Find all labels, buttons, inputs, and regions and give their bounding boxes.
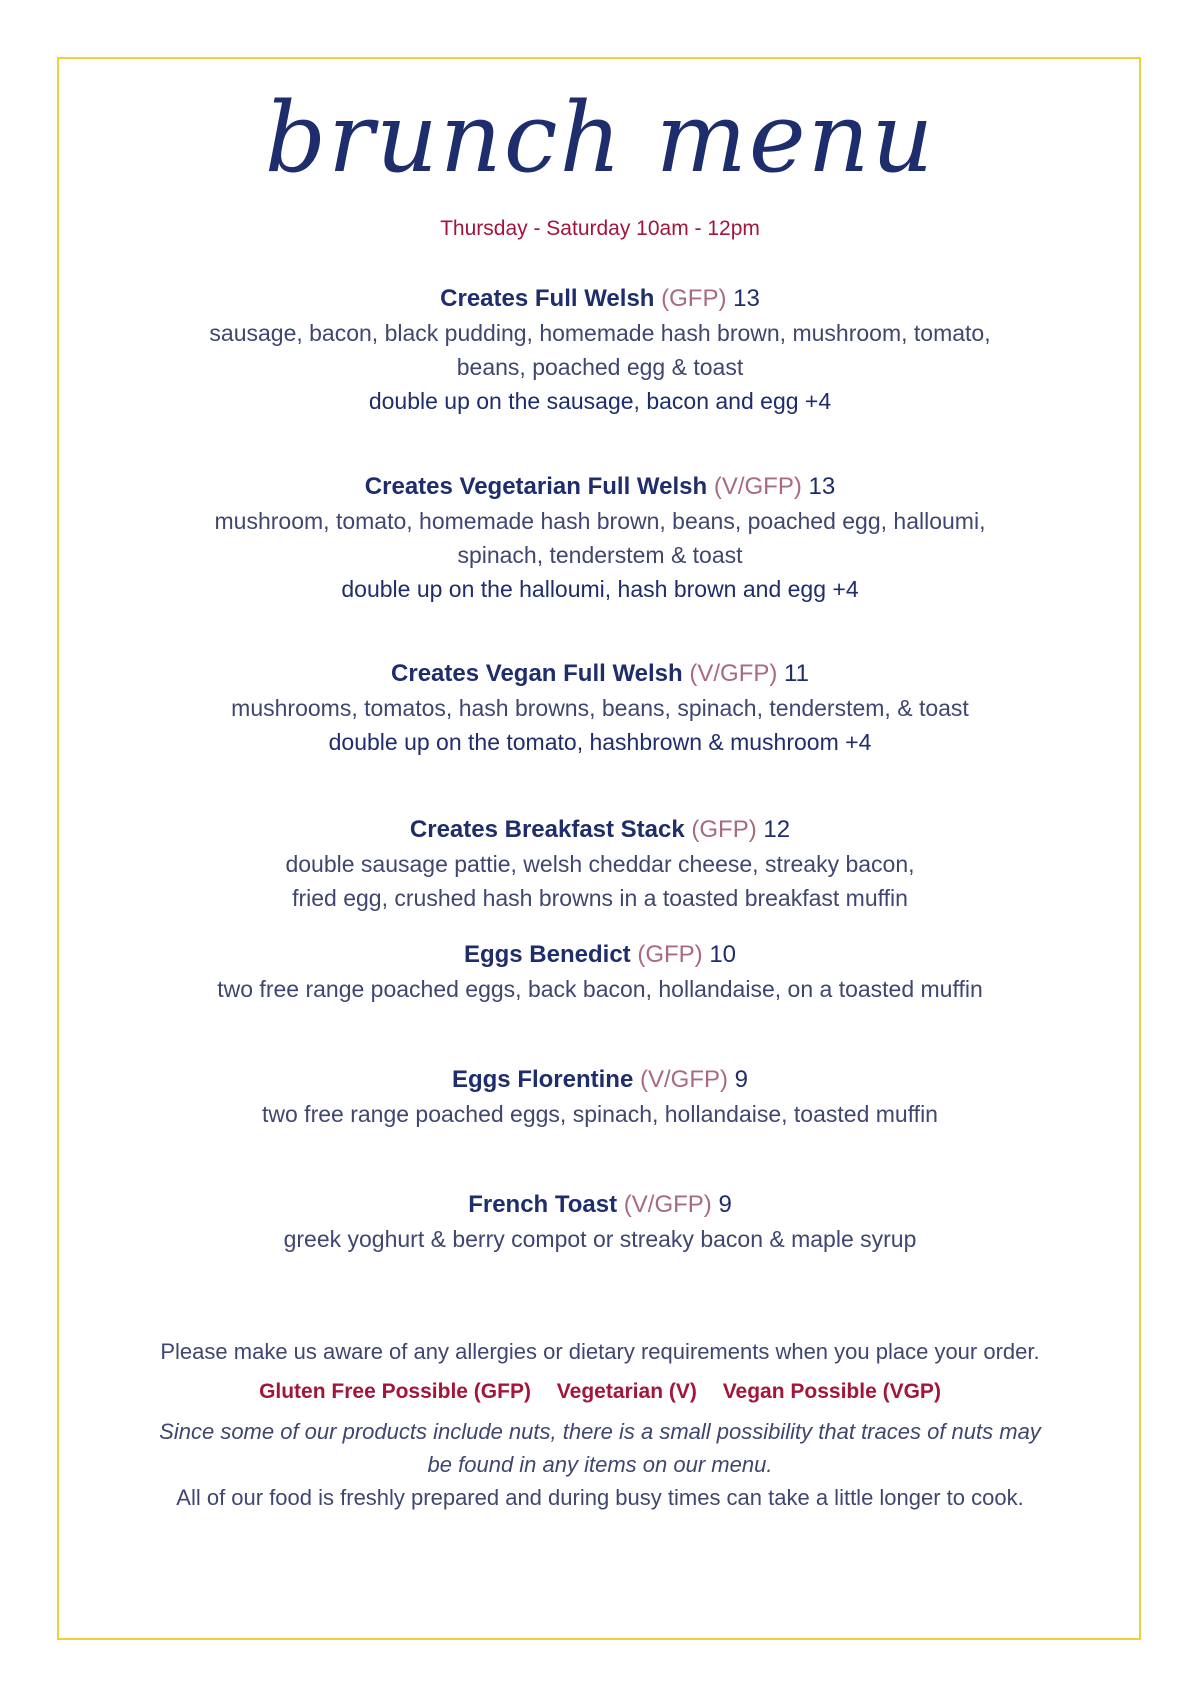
item-description: spinach, tenderstem & toast bbox=[457, 542, 743, 568]
menu-item-eggs-florentine bbox=[60, 1063, 1140, 1131]
menu-item-breakfast-stack bbox=[60, 813, 1140, 915]
fresh-food-note: All of our food is freshly prepared and during busy times can take a little longer to cook. bbox=[176, 1485, 1024, 1510]
item-description: greek yoghurt & berry compot or streaky bacon & maple syrup bbox=[283, 1226, 917, 1252]
item-description: two free range poached eggs, back bacon, hollandaise, on a toasted muffin bbox=[217, 976, 983, 1002]
item-price: 13 bbox=[808, 473, 836, 500]
item-description: fried egg, crushed hash browns in a toasted breakfast muffin bbox=[292, 885, 908, 911]
item-name: French Toast bbox=[468, 1191, 618, 1218]
menu-item-french-toast bbox=[60, 1188, 1140, 1256]
item-dietary-tag: (V/GFP) bbox=[623, 1191, 712, 1218]
item-heading bbox=[60, 1063, 1140, 1097]
item-dietary-tag: (GFP) bbox=[637, 941, 703, 968]
item-price: 13 bbox=[733, 285, 760, 312]
item-dietary-tag: (GFP) bbox=[691, 816, 757, 843]
item-description: two free range poached eggs, spinach, hollandaise, toasted muffin bbox=[262, 1101, 938, 1127]
item-price: 9 bbox=[718, 1191, 732, 1218]
item-price: 11 bbox=[784, 660, 809, 687]
nuts-warning bbox=[60, 1415, 1140, 1481]
item-description: mushroom, tomato, homemade hash brown, beans, poached egg, halloumi, bbox=[214, 508, 986, 534]
item-extra: double up on the sausage, bacon and egg +4 bbox=[368, 388, 832, 414]
item-dietary-tag: (V/GFP) bbox=[713, 473, 802, 500]
item-name: Creates Breakfast Stack bbox=[409, 816, 685, 843]
opening-hours: Thursday - Saturday 10am - 12pm bbox=[440, 217, 760, 240]
legend-gluten-free: Gluten Free Possible (GFP) bbox=[259, 1380, 531, 1403]
nuts-warning-line: be found in any items on our menu. bbox=[427, 1452, 773, 1477]
legend-vegan: Vegan Possible (VGP) bbox=[722, 1380, 941, 1403]
item-name: Creates Full Welsh bbox=[440, 285, 655, 312]
item-name: Eggs Florentine bbox=[451, 1066, 634, 1093]
item-dietary-tag: (V/GFP) bbox=[689, 660, 778, 687]
menu-item-vegetarian-full-welsh bbox=[60, 470, 1140, 606]
item-heading bbox=[60, 938, 1140, 972]
item-dietary-tag: (GFP) bbox=[661, 285, 727, 312]
item-heading bbox=[60, 282, 1140, 316]
item-price: 12 bbox=[763, 816, 791, 843]
item-name: Creates Vegan Full Welsh bbox=[391, 660, 683, 687]
item-extra: double up on the tomato, hashbrown & mushroom +4 bbox=[328, 729, 872, 755]
item-name: Creates Vegetarian Full Welsh bbox=[364, 473, 708, 500]
legend-vegetarian: Vegetarian (V) bbox=[556, 1380, 697, 1403]
item-extra: double up on the halloumi, hash brown and egg +4 bbox=[341, 576, 859, 602]
menu-title: brunch menu bbox=[264, 82, 936, 194]
nuts-warning-line: Since some of our products include nuts, there is a small possibility that traces of nuts may bbox=[159, 1419, 1041, 1444]
dietary-legend bbox=[60, 1378, 1140, 1406]
item-description: double sausage pattie, welsh cheddar cheese, streaky bacon, bbox=[285, 851, 915, 877]
item-heading bbox=[60, 657, 1140, 691]
allergy-note: Please make us aware of any allergies or dietary requirements when you place your order. bbox=[160, 1339, 1040, 1364]
item-name: Eggs Benedict bbox=[463, 941, 631, 968]
item-heading bbox=[60, 470, 1140, 504]
item-price: 10 bbox=[709, 941, 737, 968]
item-description: sausage, bacon, black pudding, homemade hash brown, mushroom, tomato, bbox=[209, 320, 991, 346]
item-heading bbox=[60, 1188, 1140, 1222]
item-price: 9 bbox=[734, 1066, 749, 1093]
item-heading bbox=[60, 813, 1140, 847]
menu-item-full-welsh bbox=[60, 282, 1140, 418]
item-description: beans, poached egg & toast bbox=[456, 354, 744, 380]
menu-item-eggs-benedict bbox=[60, 938, 1140, 1006]
item-dietary-tag: (V/GFP) bbox=[640, 1066, 728, 1093]
menu-item-vegan-full-welsh bbox=[60, 657, 1140, 759]
item-description: mushrooms, tomatos, hash browns, beans, spinach, tenderstem, & toast bbox=[231, 695, 969, 721]
